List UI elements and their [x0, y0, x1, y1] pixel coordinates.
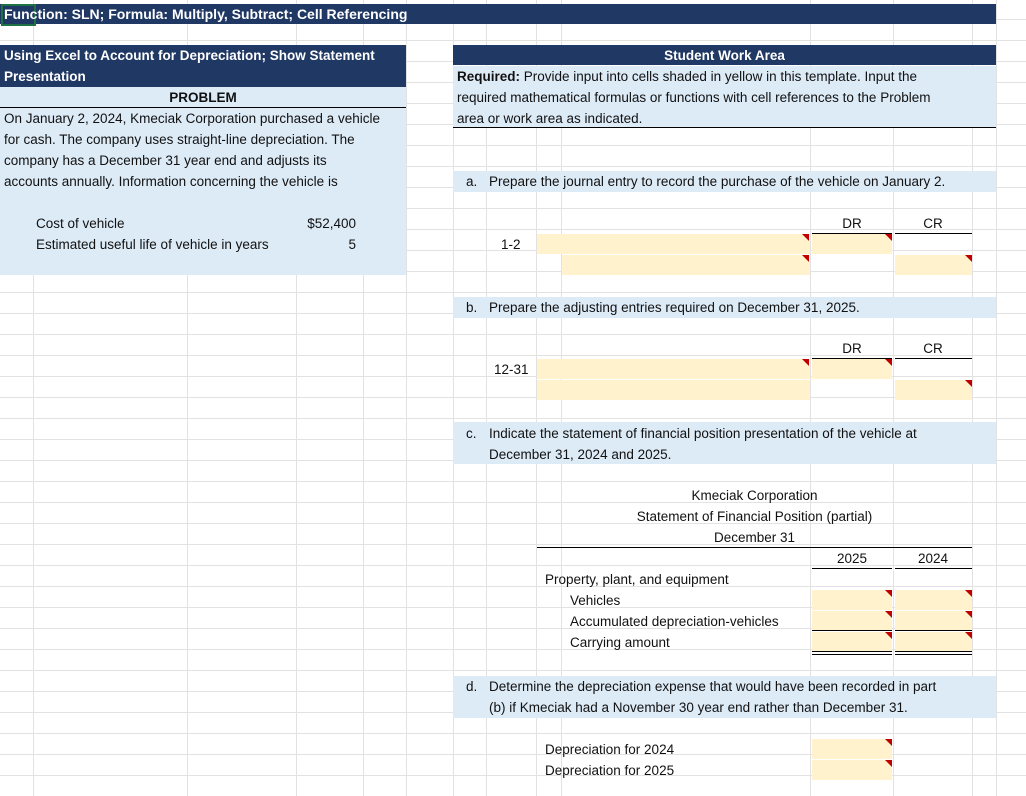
carrying-2024-double-underline	[895, 654, 972, 655]
comment-indicator-icon	[802, 234, 809, 241]
statement-date: December 31	[713, 530, 796, 545]
depreciation-2025-input[interactable]	[812, 760, 892, 780]
cost-of-vehicle-value[interactable]: $52,400	[307, 216, 356, 231]
year-2025-underline	[812, 568, 892, 569]
useful-life-label: Estimated useful life of vehicle in years	[36, 237, 269, 252]
comment-indicator-icon	[802, 359, 809, 366]
comment-indicator-icon	[965, 255, 972, 262]
part-a-credit-account-input[interactable]	[562, 255, 810, 275]
accum-dep-2025-input[interactable]	[812, 611, 892, 631]
comment-indicator-icon	[885, 760, 892, 767]
title-text: Function: SLN; Formula: Multiply, Subtract; Cell Referencing	[4, 6, 408, 22]
part-a-debit-account-input[interactable]	[537, 234, 810, 254]
carrying-2024-double-underline	[895, 651, 972, 652]
problem-text-line: accounts annually. Information concerning the vehicle is	[4, 174, 338, 189]
problem-text-line: On January 2, 2024, Kmeciak Corporation purchased a vehicle	[4, 111, 380, 126]
part-b-letter: b.	[466, 300, 478, 315]
statement-title: Statement of Financial Position (partial)	[636, 509, 873, 524]
problem-text-line: for cash. The company uses straight-line depreciation. The	[4, 132, 355, 147]
problem-label-underline	[0, 107, 406, 108]
vehicles-2024-input[interactable]	[895, 590, 972, 610]
year-2025-header: 2025	[836, 551, 868, 566]
accum-dep-2024-underline	[895, 630, 972, 631]
cost-of-vehicle-label: Cost of vehicle	[36, 216, 125, 231]
comment-indicator-icon	[885, 611, 892, 618]
comment-indicator-icon	[965, 632, 972, 639]
part-a-debit-amount-input[interactable]	[812, 234, 892, 254]
part-b-cr-underline	[895, 358, 972, 359]
part-d-line1: Determine the depreciation expense that would have been recorded in part	[489, 679, 937, 694]
problem-text-line: company has a December 31 year end and adjusts its	[4, 153, 327, 168]
part-a-date: 1-2	[501, 237, 521, 252]
part-c-line1: Indicate the statement of financial position presentation of the vehicle at	[489, 426, 917, 441]
part-a-dr-header: DR	[842, 216, 862, 231]
problem-heading-line1: Using Excel to Account for Depreciation; Show Statement	[4, 48, 375, 63]
part-a-text: Prepare the journal entry to record the purchase of the vehicle on January 2.	[489, 174, 946, 189]
part-d-line2: (b) if Kmeciak had a November 30 year end rather than December 31.	[489, 700, 908, 715]
part-a-cr-underline	[895, 233, 972, 234]
required-underline	[453, 127, 996, 128]
comment-indicator-icon	[885, 590, 892, 597]
comment-indicator-icon	[965, 590, 972, 597]
ppe-label: Property, plant, and equipment	[545, 572, 729, 587]
part-b-credit-amount-input[interactable]	[895, 380, 972, 400]
accum-dep-2024-input[interactable]	[895, 611, 972, 631]
part-d-letter: d.	[466, 679, 478, 694]
part-a-cr-header: CR	[923, 216, 943, 231]
statement-header-underline	[537, 547, 972, 548]
part-b-debit-account-input[interactable]	[537, 359, 810, 379]
carrying-2024-input[interactable]	[895, 632, 972, 652]
year-2024-underline	[895, 568, 972, 569]
statement-company: Kmeciak Corporation	[691, 488, 818, 503]
carrying-2025-input[interactable]	[812, 632, 892, 652]
part-b-cr-header: CR	[923, 341, 943, 356]
comment-indicator-icon	[885, 234, 892, 241]
required-line3: area or work area as indicated.	[457, 111, 643, 126]
part-b-text: Prepare the adjusting entries required on December 31, 2025.	[489, 300, 860, 315]
required-line2: required mathematical formulas or functions with cell references to the Problem	[457, 90, 931, 105]
vehicles-label: Vehicles	[570, 593, 621, 608]
work-area-heading: Student Work Area	[664, 48, 785, 63]
comment-indicator-icon	[885, 359, 892, 366]
comment-indicator-icon	[965, 380, 972, 387]
comment-indicator-icon	[885, 632, 892, 639]
required-line1: Required: Provide input into cells shaded in yellow in this template. Input the	[457, 69, 917, 84]
carrying-2025-double-underline	[812, 651, 892, 652]
part-c-line2: December 31, 2024 and 2025.	[489, 447, 672, 462]
part-b-dr-header: DR	[842, 341, 862, 356]
problem-heading-line2: Presentation	[4, 69, 86, 84]
year-2024-header: 2024	[917, 551, 949, 566]
depreciation-2025-label: Depreciation for 2025	[545, 763, 675, 778]
useful-life-value[interactable]: 5	[348, 237, 356, 252]
part-b-date: 12-31	[494, 362, 529, 377]
accum-dep-2025-underline	[812, 630, 892, 631]
part-b-credit-account-input[interactable]	[537, 380, 810, 400]
part-b-debit-amount-input[interactable]	[812, 359, 892, 379]
vehicles-2025-input[interactable]	[812, 590, 892, 610]
comment-indicator-icon	[965, 611, 972, 618]
carrying-amount-label: Carrying amount	[570, 635, 670, 650]
depreciation-2024-label: Depreciation for 2024	[545, 742, 675, 757]
part-a-letter: a.	[466, 174, 478, 189]
comment-indicator-icon	[885, 739, 892, 746]
comment-indicator-icon	[802, 255, 809, 262]
part-a-credit-amount-input[interactable]	[895, 255, 972, 275]
problem-label: PROBLEM	[169, 90, 237, 105]
accumulated-depreciation-label: Accumulated depreciation-vehicles	[570, 614, 779, 629]
part-c-letter: c.	[466, 426, 477, 441]
depreciation-2024-input[interactable]	[812, 739, 892, 759]
carrying-2025-double-underline	[812, 654, 892, 655]
